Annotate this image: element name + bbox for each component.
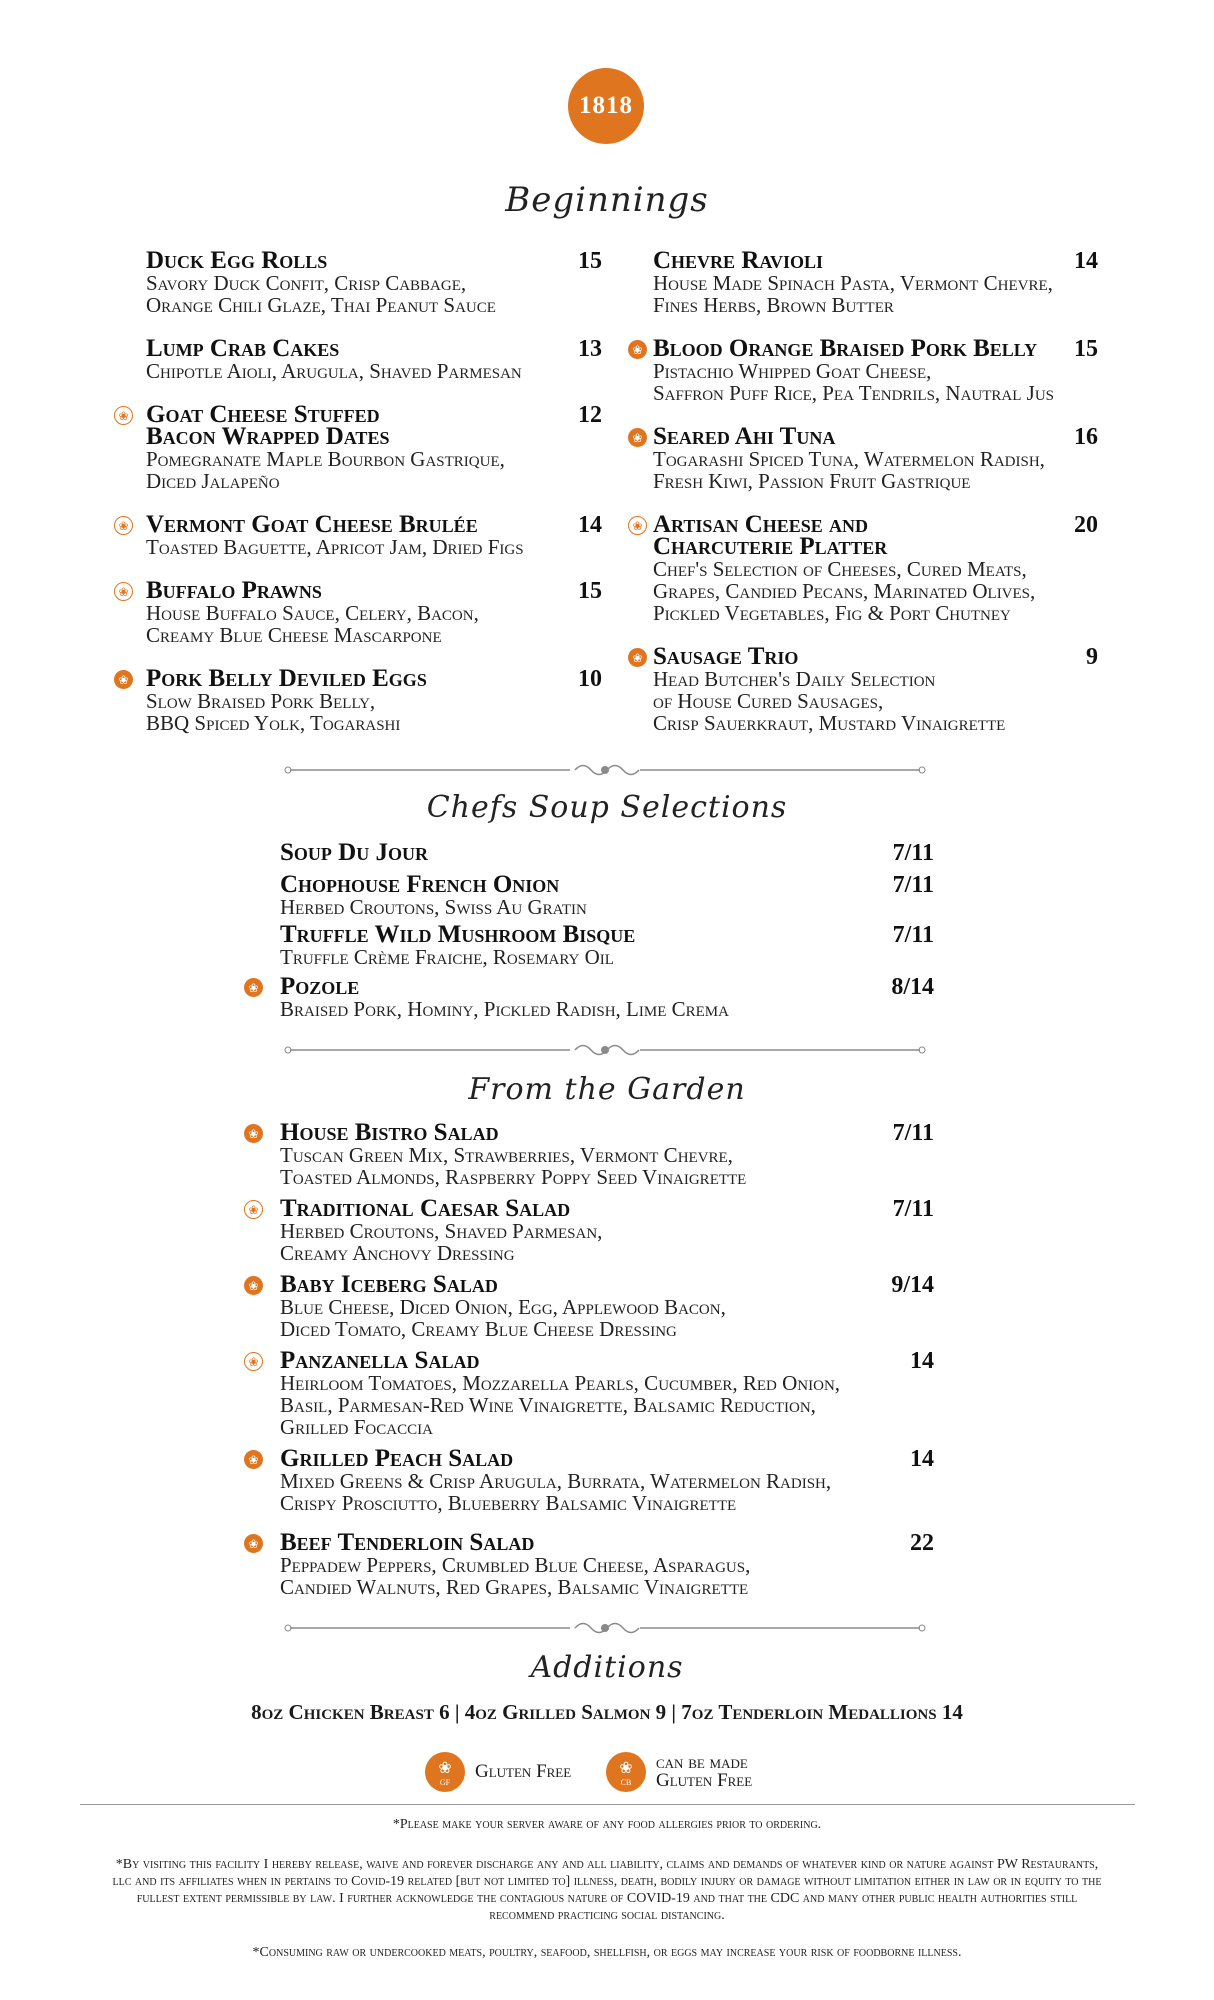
- menu-item-price: 15: [578, 248, 602, 274]
- section-title-soups: Chefs Soup Selections: [426, 790, 788, 825]
- menu-item-name: Soup Du Jour: [280, 839, 428, 866]
- menu-item-description: Tuscan Green Mix, Strawberries, Vermont Chevre,: [280, 1143, 733, 1167]
- can-be-gluten-free-icon: ❀: [114, 516, 133, 535]
- menu-item-description: Grapes, Candied Pecans, Marinated Olives,: [653, 579, 1036, 603]
- menu-item-price: 9/14: [891, 1272, 934, 1298]
- menu-item-description: Mixed Greens & Crisp Arugula, Burrata, Watermelon Radish,: [280, 1469, 832, 1493]
- menu-item-price: 16: [1074, 424, 1098, 450]
- menu-item-name: Baby Iceberg Salad: [280, 1271, 498, 1298]
- menu-item-price: 14: [1074, 248, 1098, 274]
- menu-item: [280, 1347, 841, 1439]
- menu-item-name: Blood Orange Braised Pork Belly: [653, 335, 1038, 362]
- menu-item-description: Herbed Croutons, Swiss Au Gratin: [280, 895, 587, 919]
- menu-item: [146, 401, 505, 493]
- gluten-free-icon: ❀ GF: [425, 1752, 465, 1792]
- menu-item: [653, 247, 1053, 317]
- menu-item: [653, 335, 1055, 405]
- ornamental-divider: [280, 760, 930, 780]
- menu-item-description: Head Butcher's Daily Selection: [653, 667, 936, 691]
- menu-item-description: Togarashi Spiced Tuna, Watermelon Radish,: [653, 447, 1045, 471]
- menu-item-description: Braised Pork, Hominy, Pickled Radish, Lime Crema: [280, 997, 729, 1021]
- menu-item-description: Grilled Focaccia: [280, 1415, 433, 1439]
- menu-item-price: 20: [1074, 512, 1098, 538]
- ornamental-divider: [280, 1040, 930, 1060]
- menu-item-description: Diced Jalapeño: [146, 469, 280, 493]
- menu-item-name: House Bistro Salad: [280, 1119, 499, 1146]
- menu-item-price: 7/11: [892, 922, 934, 948]
- menu-item: [146, 511, 524, 559]
- menu-item-description: Toasted Baguette, Apricot Jam, Dried Figs: [146, 535, 524, 559]
- menu-item-description: Crisp Sauerkraut, Mustard Vinaigrette: [653, 711, 1006, 735]
- menu-item-description: Chef's Selection of Cheeses, Cured Meats,: [653, 557, 1027, 581]
- menu-item-description: Pickled Vegetables, Fig & Port Chutney: [653, 601, 1011, 625]
- menu-item-name: Seared Ahi Tuna: [653, 423, 836, 450]
- menu-item: [653, 511, 1036, 625]
- gluten-free-label: Gluten Free: [475, 1761, 572, 1782]
- menu-item: [146, 335, 522, 383]
- can-be-gluten-free-icon: ❀: [244, 1200, 263, 1219]
- menu-item-description: BBQ Spiced Yolk, Togarashi: [146, 711, 401, 735]
- gluten-free-icon: ❀: [244, 978, 263, 997]
- allergy-note: *Please make your server aware of any food allergies prior to ordering.: [392, 1817, 822, 1832]
- menu-item-name: Pork Belly Deviled Eggs: [146, 665, 427, 692]
- menu-item: [280, 973, 729, 1021]
- legend-gluten-free: [425, 1752, 571, 1792]
- menu-item-price: 10: [578, 666, 602, 692]
- menu-item-description: Herbed Croutons, Shaved Parmesan,: [280, 1219, 603, 1243]
- can-be-gluten-free-icon: ❀ CB: [606, 1752, 646, 1792]
- menu-item: [280, 1271, 726, 1341]
- menu-item: [280, 1445, 832, 1515]
- menu-item-description: Crispy Prosciutto, Blueberry Balsamic Vinaigrette: [280, 1491, 737, 1515]
- gluten-free-icon: ❀: [628, 648, 647, 667]
- menu-item-name: Charcuterie Platter: [653, 533, 888, 560]
- menu-item-name: Truffle Wild Mushroom Bisque: [280, 921, 636, 948]
- gluten-free-icon: ❀: [244, 1450, 263, 1469]
- menu-item-description: Toasted Almonds, Raspberry Poppy Seed Vinaigrette: [280, 1165, 747, 1189]
- can-be-gluten-free-icon: ❀: [244, 1352, 263, 1371]
- menu-item-name: Goat Cheese Stuffed: [146, 401, 380, 428]
- can-be-gluten-free-icon: ❀: [114, 582, 133, 601]
- menu-item-price: 7/11: [892, 840, 934, 866]
- gluten-free-icon: ❀: [244, 1124, 263, 1143]
- logo-text: 1818: [579, 92, 633, 119]
- menu-item: [280, 1119, 747, 1189]
- menu-item-name: Grilled Peach Salad: [280, 1445, 514, 1472]
- menu-item-description: House Buffalo Sauce, Celery, Bacon,: [146, 601, 479, 625]
- menu-item-description: Fines Herbs, Brown Butter: [653, 293, 894, 317]
- can-be-gluten-free-icon: ❀: [114, 406, 133, 425]
- gluten-free-icon: ❀: [114, 670, 133, 689]
- restaurant-logo: [568, 68, 644, 144]
- menu-item-description: Blue Cheese, Diced Onion, Egg, Applewood Bacon,: [280, 1295, 726, 1319]
- section-title-garden: From the Garden: [468, 1072, 746, 1107]
- can-be-gluten-free-label: can be made Gluten Free: [656, 1752, 753, 1791]
- menu-item-price: 8/14: [891, 974, 934, 1000]
- ornamental-divider: [280, 1618, 930, 1638]
- menu-item-description: House Made Spinach Pasta, Vermont Chevre,: [653, 271, 1053, 295]
- menu-item-name: Pozole: [280, 973, 360, 1000]
- section-title-beginnings: Beginnings: [505, 180, 709, 220]
- menu-item-name: Vermont Goat Cheese Brulée: [146, 511, 478, 538]
- menu-item-price: 7/11: [892, 1196, 934, 1222]
- menu-item-description: Slow Braised Pork Belly,: [146, 689, 376, 713]
- menu-item-name: Chophouse French Onion: [280, 871, 560, 898]
- menu-item-price: 15: [1074, 336, 1098, 362]
- menu-item-name: Beef Tenderloin Salad: [280, 1529, 535, 1556]
- menu-item-description: Peppadew Peppers, Crumbled Blue Cheese, Asparagus,: [280, 1553, 751, 1577]
- gluten-free-icon: ❀: [244, 1534, 263, 1553]
- menu-item-description: of House Cured Sausages,: [653, 689, 884, 713]
- menu-item-description: Orange Chili Glaze, Thai Peanut Sauce: [146, 293, 496, 317]
- menu-item-description: Savory Duck Confit, Crisp Cabbage,: [146, 271, 467, 295]
- menu-item-name: Lump Crab Cakes: [146, 335, 340, 362]
- menu-item-name: Artisan Cheese and: [653, 511, 869, 538]
- gluten-free-icon: ❀: [628, 428, 647, 447]
- menu-item-description: Truffle Crème Fraiche, Rosemary Oil: [280, 945, 614, 969]
- footer-divider: [80, 1804, 1135, 1805]
- menu-item-price: 14: [910, 1446, 934, 1472]
- gluten-free-icon: ❀: [628, 340, 647, 359]
- menu-item: [280, 1529, 751, 1599]
- menu-item-name: Buffalo Prawns: [146, 577, 322, 604]
- additions-line: 8oz Chicken Breast 6 | 4oz Grilled Salmon 9 | 7oz Tenderloin Medallions 14: [251, 1700, 963, 1724]
- menu-item: [280, 871, 587, 919]
- menu-item-description: Pistachio Whipped Goat Cheese,: [653, 359, 932, 383]
- legend-can-be-gluten-free: [606, 1752, 752, 1792]
- menu-item-name: Traditional Caesar Salad: [280, 1195, 571, 1222]
- menu-item: [653, 423, 1045, 493]
- menu-item: [280, 921, 636, 969]
- menu-item-price: 14: [910, 1348, 934, 1374]
- menu-item-price: 9: [1086, 644, 1098, 670]
- menu-item-price: 13: [578, 336, 602, 362]
- menu-item-price: 22: [910, 1530, 934, 1556]
- menu-item-price: 7/11: [892, 872, 934, 898]
- menu-item-description: Diced Tomato, Creamy Blue Cheese Dressing: [280, 1317, 677, 1341]
- gluten-free-icon: ❀: [244, 1276, 263, 1295]
- covid-waiver-note: *By visiting this facility I hereby release, waive and forever discharge any and all liability, claims and demands of whatever kind or nature against PW Restaurants, llc and its affiliates when in pertains to Covid-19 related [but not limited to] illness, death, bodily injury or damage without limitation either in law or in equity to the fullest extent permissible by law. I further acknowledge the contagious nature of COVID-19 and that the CDC and many other public health authorities still recommend practicing social distancing.: [112, 1857, 1102, 1923]
- menu-item-name: Panzanella Salad: [280, 1347, 480, 1374]
- menu-item: [653, 643, 1006, 735]
- menu-item-description: Chipotle Aioli, Arugula, Shaved Parmesan: [146, 359, 522, 383]
- menu-item-name: Chevre Ravioli: [653, 247, 824, 274]
- menu-item-description: Creamy Anchovy Dressing: [280, 1241, 515, 1265]
- menu-item: [280, 839, 428, 866]
- menu-item-name: Bacon Wrapped Dates: [146, 423, 390, 450]
- menu-item-name: Duck Egg Rolls: [146, 247, 328, 274]
- menu-item-description: Saffron Puff Rice, Pea Tendrils, Nautral Jus: [653, 381, 1055, 405]
- menu-item: [146, 247, 496, 317]
- raw-food-warning: *Consuming raw or undercooked meats, poultry, seafood, shellfish, or eggs may increase your risk of foodborne illness.: [252, 1945, 962, 1960]
- can-be-gluten-free-icon: ❀: [628, 516, 647, 535]
- menu-item: [146, 665, 427, 735]
- menu-item-description: Candied Walnuts, Red Grapes, Balsamic Vinaigrette: [280, 1575, 749, 1599]
- menu-item: [280, 1195, 603, 1265]
- menu-item-description: Creamy Blue Cheese Mascarpone: [146, 623, 442, 647]
- menu-item-description: Heirloom Tomatoes, Mozzarella Pearls, Cucumber, Red Onion,: [280, 1371, 841, 1395]
- menu-item: [146, 577, 479, 647]
- menu-item-price: 14: [578, 512, 602, 538]
- menu-item-price: 7/11: [892, 1120, 934, 1146]
- menu-item-description: Fresh Kiwi, Passion Fruit Gastrique: [653, 469, 971, 493]
- menu-item-name: Sausage Trio: [653, 643, 799, 670]
- menu-item-price: 12: [578, 402, 602, 428]
- section-title-additions: Additions: [530, 1650, 684, 1685]
- menu-item-price: 15: [578, 578, 602, 604]
- menu-item-description: Basil, Parmesan-Red Wine Vinaigrette, Balsamic Reduction,: [280, 1393, 816, 1417]
- menu-item-description: Pomegranate Maple Bourbon Gastrique,: [146, 447, 505, 471]
